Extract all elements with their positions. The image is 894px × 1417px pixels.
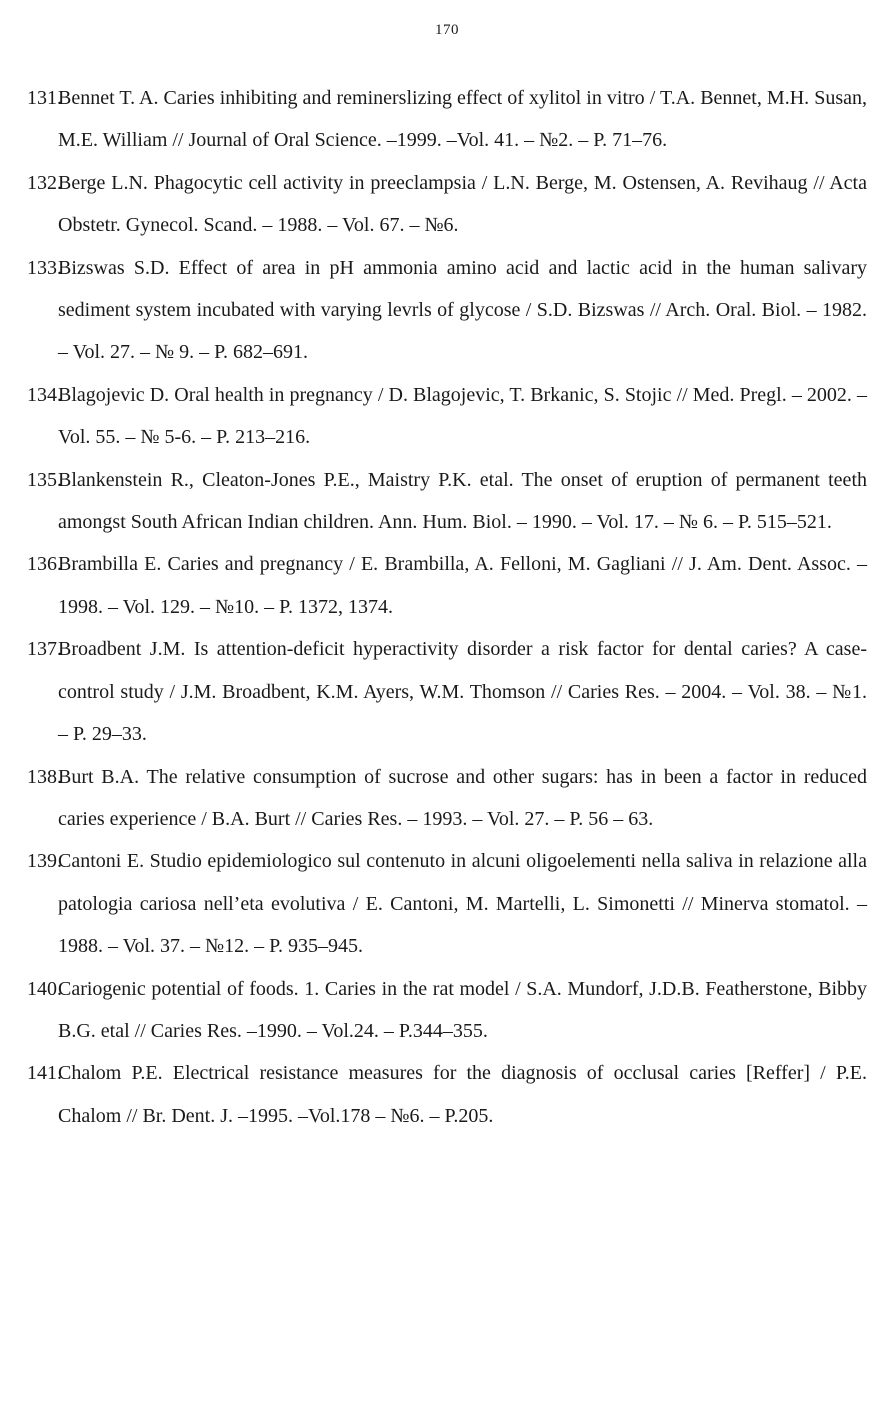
reference-text: Chalom P.E. Electrical resistance measures for the diagnosis of occlusal caries [Reffer] / P.E. Chalom // Br. Dent. J. –1995. –Vol.178 – №6. – P.205.: [58, 1062, 867, 1127]
reference-text: Berge L.N. Phagocytic cell activity in preeclampsia / L.N. Berge, M. Ostensen, A. Revihaug // Acta Obstetr. Gynecol. Scand. – 1988. – Vol. 67. – №6.: [58, 171, 867, 237]
reference-text: Cariogenic potential of foods. 1. Caries in the rat model / S.A. Mundorf, J.D.B. Featherstone, Bibby B.G. etal // Caries Res. –1990. – Vol.24. – P.344–355.: [58, 977, 867, 1042]
reference-item: [27, 840, 867, 967]
reference-number: 138.: [27, 765, 62, 788]
reference-number: 140.: [27, 977, 62, 1000]
reference-number: 132.: [27, 171, 62, 194]
reference-number: 139.: [27, 850, 62, 873]
reference-text: Broadbent J.M. Is attention-deficit hyperactivity disorder a risk factor for dental caries? A case-control study / J.M. Broadbent, K.M. Ayers, W.M. Thomson // Caries Res. – 2004. – Vol. 38. – №1. – P. 29–33.: [58, 638, 867, 746]
reference-number: 131.: [27, 87, 62, 109]
reference-item: [27, 543, 867, 628]
reference-text: Brambilla E. Caries and pregnancy / E. Brambilla, A. Felloni, M. Gagliani // J. Am. Dent. Assoc. – 1998. – Vol. 129. – №10. – P. 1372, 1374.: [58, 553, 867, 618]
reference-text: Bizswas S.D. Effect of area in pH ammonia amino acid and lactic acid in the human salivary sediment system incubated with varying levrls of glycose / S.D. Bizswas // Arch. Oral. Biol. – 1982. – Vol. 27. – № 9. – P. 682–691.: [58, 256, 867, 364]
reference-text: Bennet T. A. Caries inhibiting and reminerslizing effect of xylitol in vitro / T.A. Bennet, M.H. Susan, M.E. William // Journal of Oral Science. –1999. –Vol. 41. – №2. – P. 71–76.: [58, 87, 867, 152]
reference-item: [27, 459, 867, 544]
reference-item: [27, 247, 867, 374]
reference-text: Cantoni E. Studio epidemiologico sul contenuto in alcuni oligoelementi nella saliva in relazione alla patologia cariosa nell’eta evolutiva / E. Cantoni, M. Martelli, L. Simonetti // Minerva stomatol. – 1988. – Vol. 37. – №12. – P. 935–945.: [58, 850, 867, 958]
reference-number: 136.: [27, 553, 62, 576]
reference-item: [27, 628, 867, 755]
reference-item: [27, 77, 867, 162]
reference-item: [27, 1052, 867, 1137]
page-number: 170: [435, 22, 459, 38]
reference-text: Blagojevic D. Oral health in pregnancy / D. Blagojevic, T. Brkanic, S. Stojic // Med. Pregl. – 2002. – Vol. 55. – № 5-6. – P. 213–216.: [58, 383, 867, 449]
reference-number: 134.: [27, 383, 62, 406]
reference-item: [27, 968, 867, 1053]
reference-list: [27, 77, 867, 1137]
reference-item: [27, 162, 867, 247]
reference-item: [27, 374, 867, 459]
reference-text: Burt B.A. The relative consumption of sucrose and other sugars: has in been a factor in reduced caries experience / B.A. Burt // Caries Res. – 1993. – Vol. 27. – P. 56 – 63.: [58, 765, 867, 830]
reference-number: 137.: [27, 638, 62, 661]
reference-number: 133.: [27, 256, 62, 279]
reference-number: 135.: [27, 468, 62, 491]
reference-text: Blankenstein R., Cleaton-Jones P.E., Maistry P.K. etal. The onset of eruption of permanent teeth amongst South African Indian children. Ann. Hum. Biol. – 1990. – Vol. 17. – № 6. – P. 515–521.: [58, 468, 867, 534]
reference-number: 141.: [27, 1062, 62, 1085]
reference-item: [27, 756, 867, 841]
